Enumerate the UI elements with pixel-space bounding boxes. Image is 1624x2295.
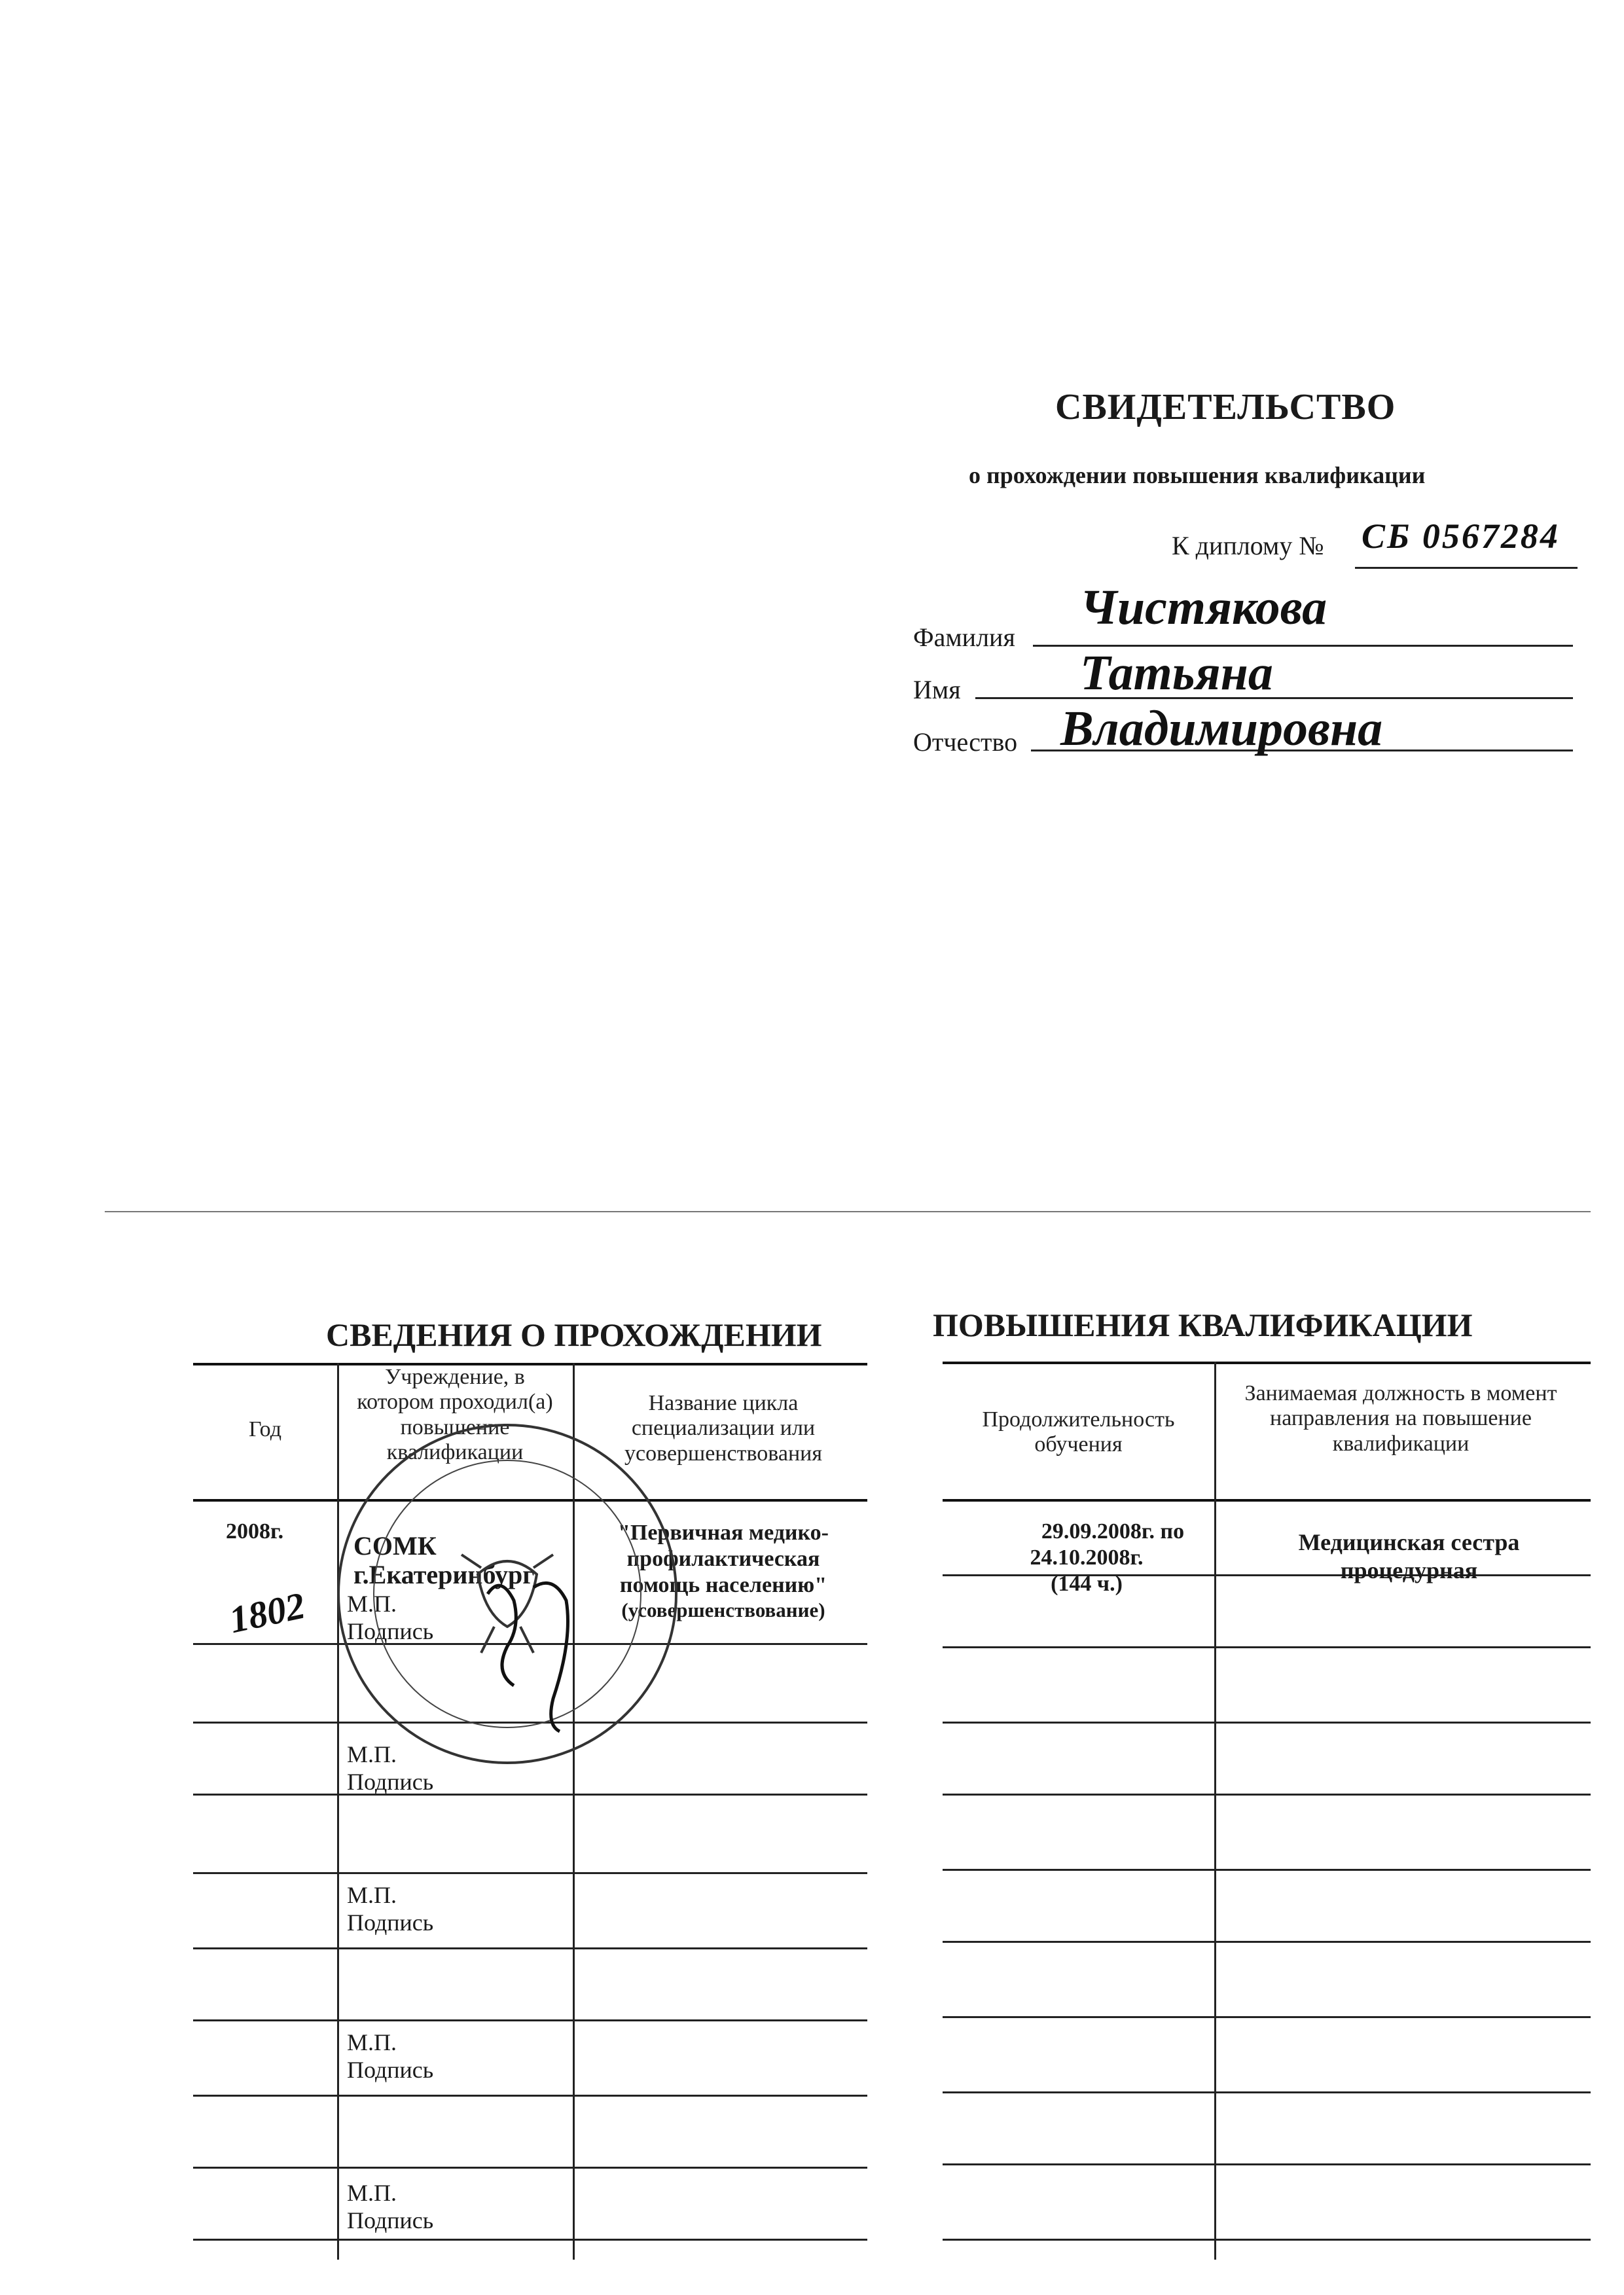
right-table-row-rule bbox=[943, 2091, 1591, 2093]
right-table-row-rule bbox=[943, 2163, 1591, 2165]
entry-duration-line1: 29.09.2008г. по bbox=[1041, 1519, 1185, 1544]
left-table-row-rule bbox=[193, 2167, 867, 2169]
name-value: Татьяна bbox=[1080, 645, 1273, 700]
entry-cycle-line3: помощь населению" bbox=[619, 1573, 827, 1597]
header-position: Занимаемая должность в момент направления на повышение квалификации bbox=[1244, 1381, 1557, 1456]
right-table-col-divider bbox=[1214, 1362, 1216, 2260]
entry-cycle-line1: "Первичная медико- bbox=[618, 1521, 829, 1545]
records-title-right: ПОВЫШЕНИЯ КВАЛИФИКАЦИИ bbox=[933, 1307, 1473, 1343]
diploma-number-underline bbox=[1355, 567, 1578, 569]
right-table-row-rule bbox=[943, 1722, 1591, 1724]
entry-year: 2008г. bbox=[226, 1519, 284, 1544]
entry-cycle-line2: профилактическая bbox=[626, 1547, 820, 1571]
surname-value: Чистякова bbox=[1080, 580, 1327, 635]
row3-signature-label: Подпись bbox=[347, 1909, 434, 1936]
diploma-number: СБ 0567284 bbox=[1362, 516, 1560, 556]
left-table-row-rule bbox=[193, 1794, 867, 1796]
row2-mp-label: М.П. bbox=[347, 1741, 397, 1767]
right-table-row-rule bbox=[943, 1869, 1591, 1871]
right-table-row-rule bbox=[943, 2016, 1591, 2018]
row4-signature-label: Подпись bbox=[347, 2057, 434, 2083]
diploma-label: К диплому № bbox=[1172, 531, 1324, 560]
left-table-row-rule bbox=[193, 2239, 867, 2241]
right-table-row-rule bbox=[943, 2239, 1591, 2241]
row5-signature-label: Подпись bbox=[347, 2207, 434, 2233]
header-year: Год bbox=[249, 1417, 281, 1441]
handwritten-registration-number: 1802 bbox=[225, 1583, 309, 1642]
right-table-row-rule bbox=[943, 1794, 1591, 1796]
left-table-row-rule bbox=[193, 1872, 867, 1874]
header-duration: Продолжительность обучения bbox=[982, 1407, 1175, 1457]
patronymic-label: Отчество bbox=[913, 727, 1018, 757]
left-table-row-rule bbox=[193, 2095, 867, 2097]
entry-duration-line2: 24.10.2008г. bbox=[1030, 1545, 1144, 1570]
row5-mp-label: М.П. bbox=[347, 2180, 397, 2206]
entry-signature-label: Подпись bbox=[347, 1618, 434, 1644]
entry-cycle-line4: (усовершенствование) bbox=[621, 1599, 825, 1621]
entry-position-line2: процедурная bbox=[1340, 1557, 1478, 1583]
name-label: Имя bbox=[913, 675, 961, 704]
right-table-row-rule bbox=[943, 1646, 1591, 1648]
header-institution: Учреждение, в котором проходил(а) повышение квалификации bbox=[357, 1365, 553, 1465]
certificate-title: СВИДЕТЕЛЬСТВО bbox=[1055, 387, 1396, 427]
header-cycle: Название цикла специализации или усовершенствования bbox=[624, 1391, 822, 1466]
right-table-row-rule bbox=[943, 1941, 1591, 1943]
name-underline bbox=[975, 697, 1573, 699]
stamp-emblem-and-signature bbox=[337, 1424, 677, 1764]
page-fold-line bbox=[105, 1211, 1591, 1212]
entry-institution: СОМК г.Екатеринбург bbox=[353, 1531, 535, 1589]
right-table-header-rule bbox=[943, 1499, 1591, 1502]
right-table-top-rule bbox=[943, 1362, 1591, 1364]
row2-signature-label: Подпись bbox=[347, 1769, 434, 1795]
left-table-row-rule bbox=[193, 1947, 867, 1949]
row3-mp-label: М.П. bbox=[347, 1882, 397, 1908]
certificate-subtitle: о прохождении повышения квалификации bbox=[969, 462, 1426, 488]
records-title-left: СВЕДЕНИЯ О ПРОХОЖДЕНИИ bbox=[326, 1316, 822, 1353]
surname-label: Фамилия bbox=[913, 623, 1015, 652]
patronymic-value: Владимировна bbox=[1060, 701, 1383, 756]
left-table-row-rule bbox=[193, 2019, 867, 2021]
row4-mp-label: М.П. bbox=[347, 2029, 397, 2055]
entry-duration-line3: (144 ч.) bbox=[1051, 1572, 1123, 1596]
entry-position-line1: Медицинская сестра bbox=[1298, 1529, 1520, 1555]
entry-mp-label: М.П. bbox=[347, 1591, 397, 1617]
